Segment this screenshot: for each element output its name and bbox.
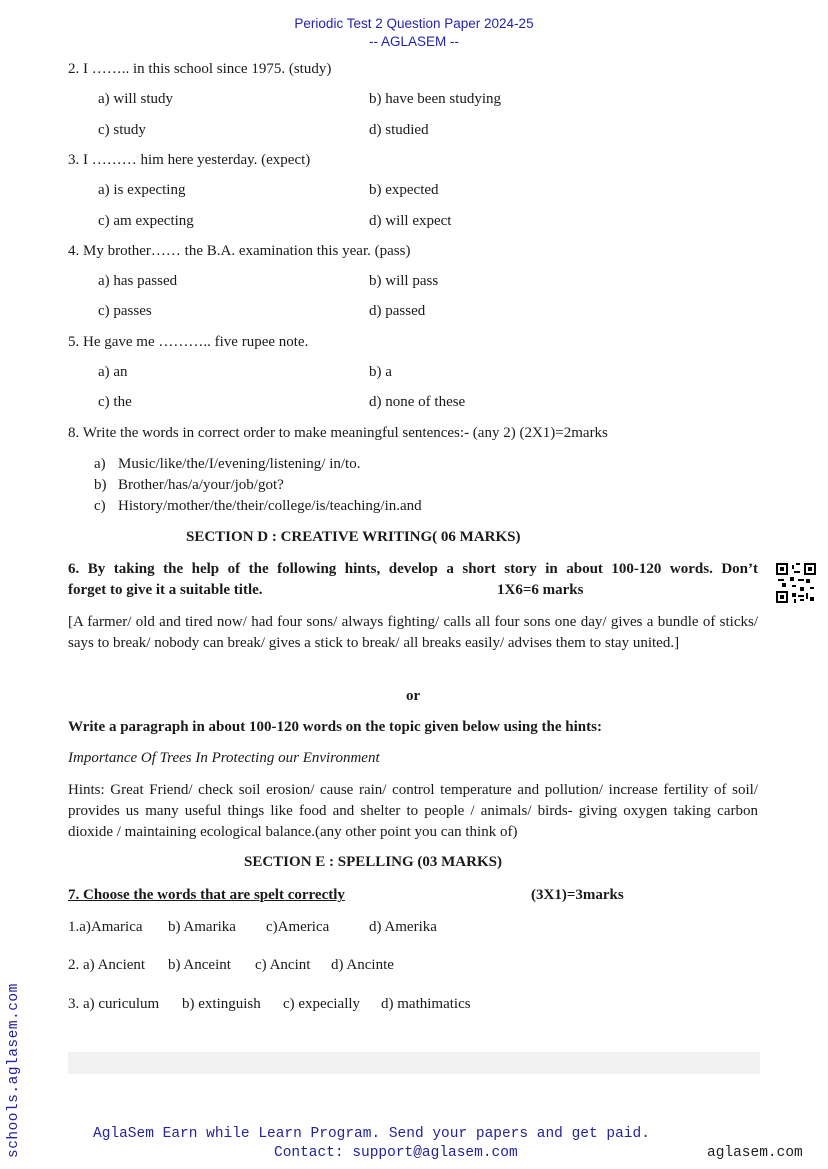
spelling-option: 1.a)Amarica [68, 919, 143, 935]
footer-contact[interactable]: Contact: support@aglasem.com [274, 1145, 518, 1161]
story-hints: [A farmer/ old and tired now/ had four sons/ always fighting/ calls all four sons one day/ gives a bundle of sticks/ says to break/ nobody can break/ gives a stick to break/ all breaks easily/ advises them to stay united.] [68, 614, 758, 651]
option-c: c) the [98, 394, 132, 410]
side-watermark: schools.aglasem.com [6, 983, 22, 1158]
footer-band [68, 1052, 760, 1074]
option-b: b) will pass [369, 273, 439, 289]
question-8: 8. Write the words in correct order to make meaningful sentences:- (any 2) (2X1)=2marks [68, 425, 608, 441]
page-header-title: Periodic Test 2 Question Paper 2024-25 [294, 16, 534, 31]
section-e-heading: SECTION E : SPELLING (03 MARKS) [244, 854, 502, 870]
spelling-option: c)America [266, 919, 330, 935]
question-7: 7. Choose the words that are spelt correctly [68, 887, 345, 903]
option-b: b) expected [369, 182, 439, 198]
list-item-label: a) [94, 456, 106, 472]
option-d: d) passed [369, 303, 426, 319]
paragraph-hints: Hints: Great Friend/ check soil erosion/ cause rain/ control temperature and pollution/ increase fertility of soil/ provides us many useful things like food and shelter to people / animals/ birds- giving oxygen taking carbon dioxide / maintaining ecological balance.(any other point you can think of) [68, 782, 758, 840]
option-c: c) am expecting [98, 213, 194, 229]
spelling-option: d) Amerika [369, 919, 437, 935]
option-d: d) none of these [369, 394, 466, 410]
spelling-option: 3. a) curiculum [68, 996, 160, 1012]
option-a: a) has passed [98, 273, 178, 289]
spelling-option: c) expecially [283, 996, 361, 1012]
paragraph-question: Write a paragraph in about 100-120 words on the topic given below using the hints: [68, 719, 602, 735]
qr-code-icon [776, 563, 816, 603]
spelling-option: d) mathimatics [381, 996, 471, 1012]
option-b: b) a [369, 364, 392, 380]
option-b: b) have been studying [369, 91, 502, 107]
page-header-brand: -- AGLASEM -- [368, 34, 459, 49]
question-4: 4. My brother…… the B.A. examination this year. (pass) [68, 243, 411, 259]
option-d: d) will expect [369, 213, 452, 229]
list-item-label: b) [94, 477, 107, 493]
spelling-option: d) Ancinte [331, 957, 394, 973]
option-c: c) passes [98, 303, 152, 319]
or-divider: or [406, 688, 421, 704]
option-c: c) study [98, 122, 146, 138]
list-item: Brother/has/a/your/job/got? [118, 477, 284, 493]
spelling-option: b) extinguish [182, 996, 261, 1012]
question-6-marks: 1X6=6 marks [497, 582, 584, 598]
question-7-marks: (3X1)=3marks [531, 887, 624, 903]
list-item: History/mother/the/their/college/is/teaching/in.and [118, 498, 422, 514]
section-d-heading: SECTION D : CREATIVE WRITING( 06 MARKS) [186, 529, 521, 545]
paragraph-topic: Importance Of Trees In Protecting our Environment [68, 750, 380, 766]
spelling-option: b) Anceint [168, 957, 231, 973]
footer-promo: AglaSem Earn while Learn Program. Send your papers and get paid. [93, 1126, 650, 1142]
list-item: Music/like/the/I/evening/listening/ in/to. [118, 456, 361, 472]
option-a: a) is expecting [98, 182, 186, 198]
spelling-option: 2. a) Ancient [68, 957, 146, 973]
spelling-option: c) Ancint [255, 957, 311, 973]
question-6-line1: 6. By taking the help of the following hints, develop a short story in about 100-120 words. Don’t [68, 561, 758, 577]
option-d: d) studied [369, 122, 429, 138]
spelling-option: b) Amarika [168, 919, 236, 935]
option-a: a) an [98, 364, 128, 380]
list-item-label: c) [94, 498, 106, 514]
question-2: 2. I …….. in this school since 1975. (study) [68, 61, 332, 77]
option-a: a) will study [98, 91, 173, 107]
question-5: 5. He gave me ……….. five rupee note. [68, 334, 309, 350]
question-3: 3. I ……… him here yesterday. (expect) [68, 152, 311, 168]
question-6-line2: forget to give it a suitable title. [68, 582, 263, 598]
footer-site[interactable]: aglasem.com [707, 1145, 803, 1161]
